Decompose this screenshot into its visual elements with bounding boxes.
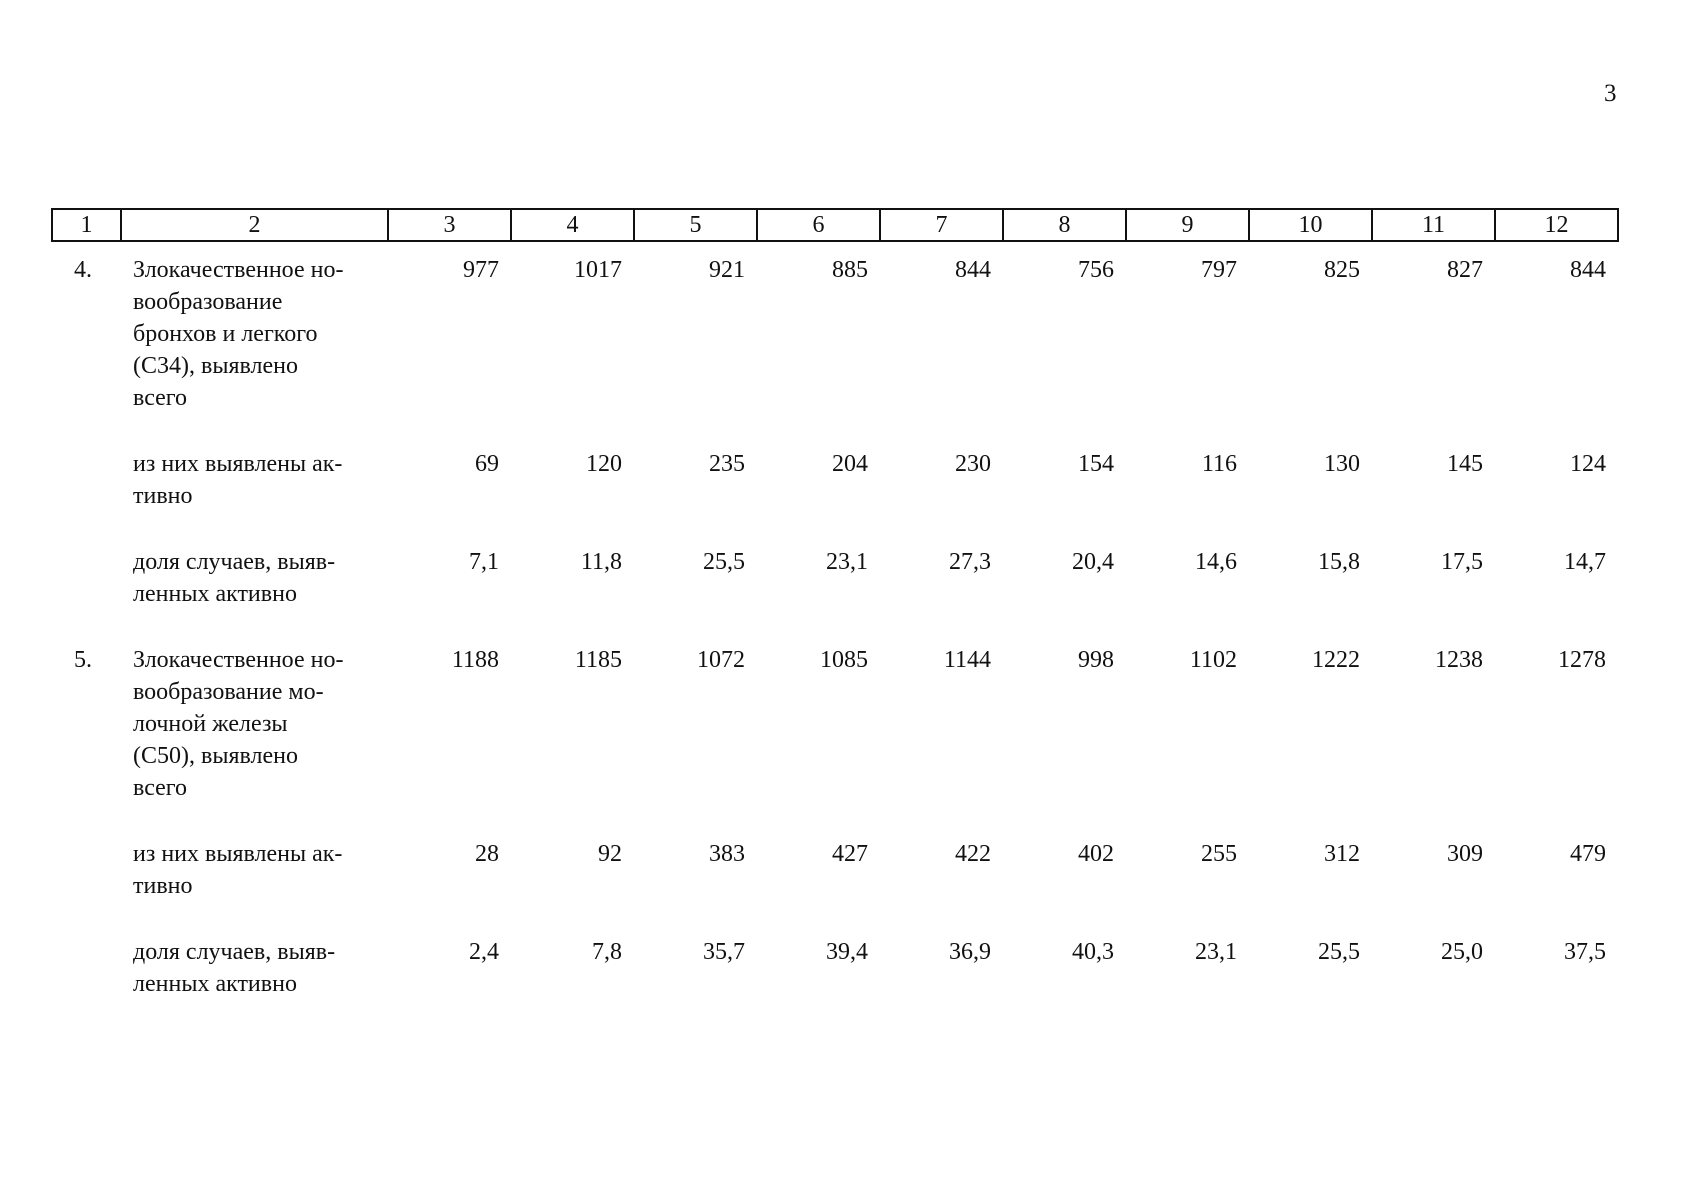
table-row <box>52 804 1618 902</box>
value-cell: 28 <box>475 841 499 867</box>
table-row <box>52 902 1618 1000</box>
row-number <box>52 804 121 902</box>
value-cell: 756 <box>1078 257 1114 283</box>
value-cell: 145 <box>1447 451 1483 477</box>
header-cell: 1 <box>52 209 121 241</box>
value-cell: 422 <box>955 841 991 867</box>
value-cell: 14,6 <box>1195 549 1237 575</box>
value-cell: 1102 <box>1189 647 1237 673</box>
header-cell: 5 <box>634 209 757 241</box>
value-cell: 39,4 <box>826 939 868 965</box>
row-number <box>52 512 121 610</box>
row-label <box>121 804 388 902</box>
label-line: ленных активно <box>133 971 297 997</box>
label-line: (С50), выявлено <box>133 743 298 769</box>
label-line: доля случаев, выяв- <box>133 549 336 575</box>
header-cell: 9 <box>1126 209 1249 241</box>
value-cell: 402 <box>1078 841 1114 867</box>
header-cell: 8 <box>1003 209 1126 241</box>
value-cell: 37,5 <box>1564 939 1606 965</box>
label-line: Злокачественное но- <box>133 647 344 673</box>
value-cell: 69 <box>475 451 499 477</box>
label-line: бронхов и легкого <box>133 321 318 347</box>
value-cell: 154 <box>1078 451 1114 477</box>
value-cell: 7,1 <box>469 549 499 575</box>
value-cell: 116 <box>1201 451 1237 477</box>
label-line: вообразование <box>133 289 283 315</box>
value-cell: 825 <box>1324 257 1360 283</box>
row-number: 4. <box>74 257 92 283</box>
value-cell: 230 <box>955 451 991 477</box>
value-cell: 15,8 <box>1318 549 1360 575</box>
value-cell: 35,7 <box>703 939 745 965</box>
row-label <box>121 414 388 512</box>
value-cell: 124 <box>1570 451 1606 477</box>
value-cell: 309 <box>1447 841 1483 867</box>
row-number: 5. <box>74 647 92 673</box>
label-line: вообразование мо- <box>133 679 324 705</box>
label-line: лочной железы <box>133 711 288 737</box>
page-number: 3 <box>1604 80 1617 107</box>
column-number-header <box>52 209 1618 241</box>
table-row <box>52 241 1618 414</box>
header-cell: 12 <box>1495 209 1618 241</box>
label-line: Злокачественное но- <box>133 257 344 283</box>
table-row <box>52 512 1618 610</box>
value-cell: 36,9 <box>949 939 991 965</box>
statistics-table <box>51 208 1619 1000</box>
label-line: ленных активно <box>133 581 297 607</box>
header-cell: 11 <box>1372 209 1495 241</box>
value-cell: 25,5 <box>1318 939 1360 965</box>
value-cell: 92 <box>598 841 622 867</box>
row-number <box>52 902 121 1000</box>
value-cell: 204 <box>832 451 868 477</box>
value-cell: 1072 <box>697 647 745 673</box>
value-cell: 998 <box>1078 647 1114 673</box>
value-cell: 20,4 <box>1072 549 1114 575</box>
value-cell: 235 <box>709 451 745 477</box>
label-line: тивно <box>133 483 193 509</box>
value-cell: 1085 <box>820 647 868 673</box>
value-cell: 11,8 <box>580 549 622 575</box>
label-line: из них выявлены ак- <box>133 451 343 477</box>
header-cell: 4 <box>511 209 634 241</box>
value-cell: 1238 <box>1435 647 1483 673</box>
value-cell: 7,8 <box>592 939 622 965</box>
value-cell: 23,1 <box>1195 939 1237 965</box>
value-cell: 25,0 <box>1441 939 1483 965</box>
value-cell: 827 <box>1447 257 1483 283</box>
value-cell: 2,4 <box>469 939 499 965</box>
value-cell: 1144 <box>943 647 991 673</box>
value-cell: 312 <box>1324 841 1360 867</box>
table-row <box>52 610 1618 804</box>
row-label <box>121 902 388 1000</box>
row-number <box>52 414 121 512</box>
row-label <box>121 610 388 804</box>
value-cell: 383 <box>709 841 745 867</box>
label-line: тивно <box>133 873 193 899</box>
value-cell: 130 <box>1324 451 1360 477</box>
value-cell: 120 <box>586 451 622 477</box>
label-line: (С34), выявлено <box>133 353 298 379</box>
value-cell: 977 <box>463 257 499 283</box>
value-cell: 1222 <box>1312 647 1360 673</box>
table-row <box>52 414 1618 512</box>
header-cell: 6 <box>757 209 880 241</box>
value-cell: 17,5 <box>1441 549 1483 575</box>
label-line: всего <box>133 385 188 411</box>
value-cell: 921 <box>709 257 745 283</box>
label-line: всего <box>133 775 188 801</box>
row-label <box>121 241 388 414</box>
value-cell: 14,7 <box>1564 549 1606 575</box>
value-cell: 25,5 <box>703 549 745 575</box>
value-cell: 844 <box>1570 257 1606 283</box>
header-cell: 7 <box>880 209 1003 241</box>
value-cell: 797 <box>1201 257 1237 283</box>
header-cell: 3 <box>388 209 511 241</box>
value-cell: 1278 <box>1558 647 1606 673</box>
header-cell: 2 <box>121 209 388 241</box>
value-cell: 23,1 <box>826 549 868 575</box>
value-cell: 1188 <box>451 647 499 673</box>
label-line: из них выявлены ак- <box>133 841 343 867</box>
label-line: доля случаев, выяв- <box>133 939 336 965</box>
value-cell: 427 <box>832 841 868 867</box>
value-cell: 885 <box>832 257 868 283</box>
value-cell: 1017 <box>574 257 622 283</box>
value-cell: 1185 <box>574 647 622 673</box>
row-label <box>121 512 388 610</box>
value-cell: 844 <box>955 257 991 283</box>
value-cell: 479 <box>1570 841 1606 867</box>
header-cell: 10 <box>1249 209 1372 241</box>
value-cell: 40,3 <box>1072 939 1114 965</box>
value-cell: 27,3 <box>949 549 991 575</box>
value-cell: 255 <box>1201 841 1237 867</box>
